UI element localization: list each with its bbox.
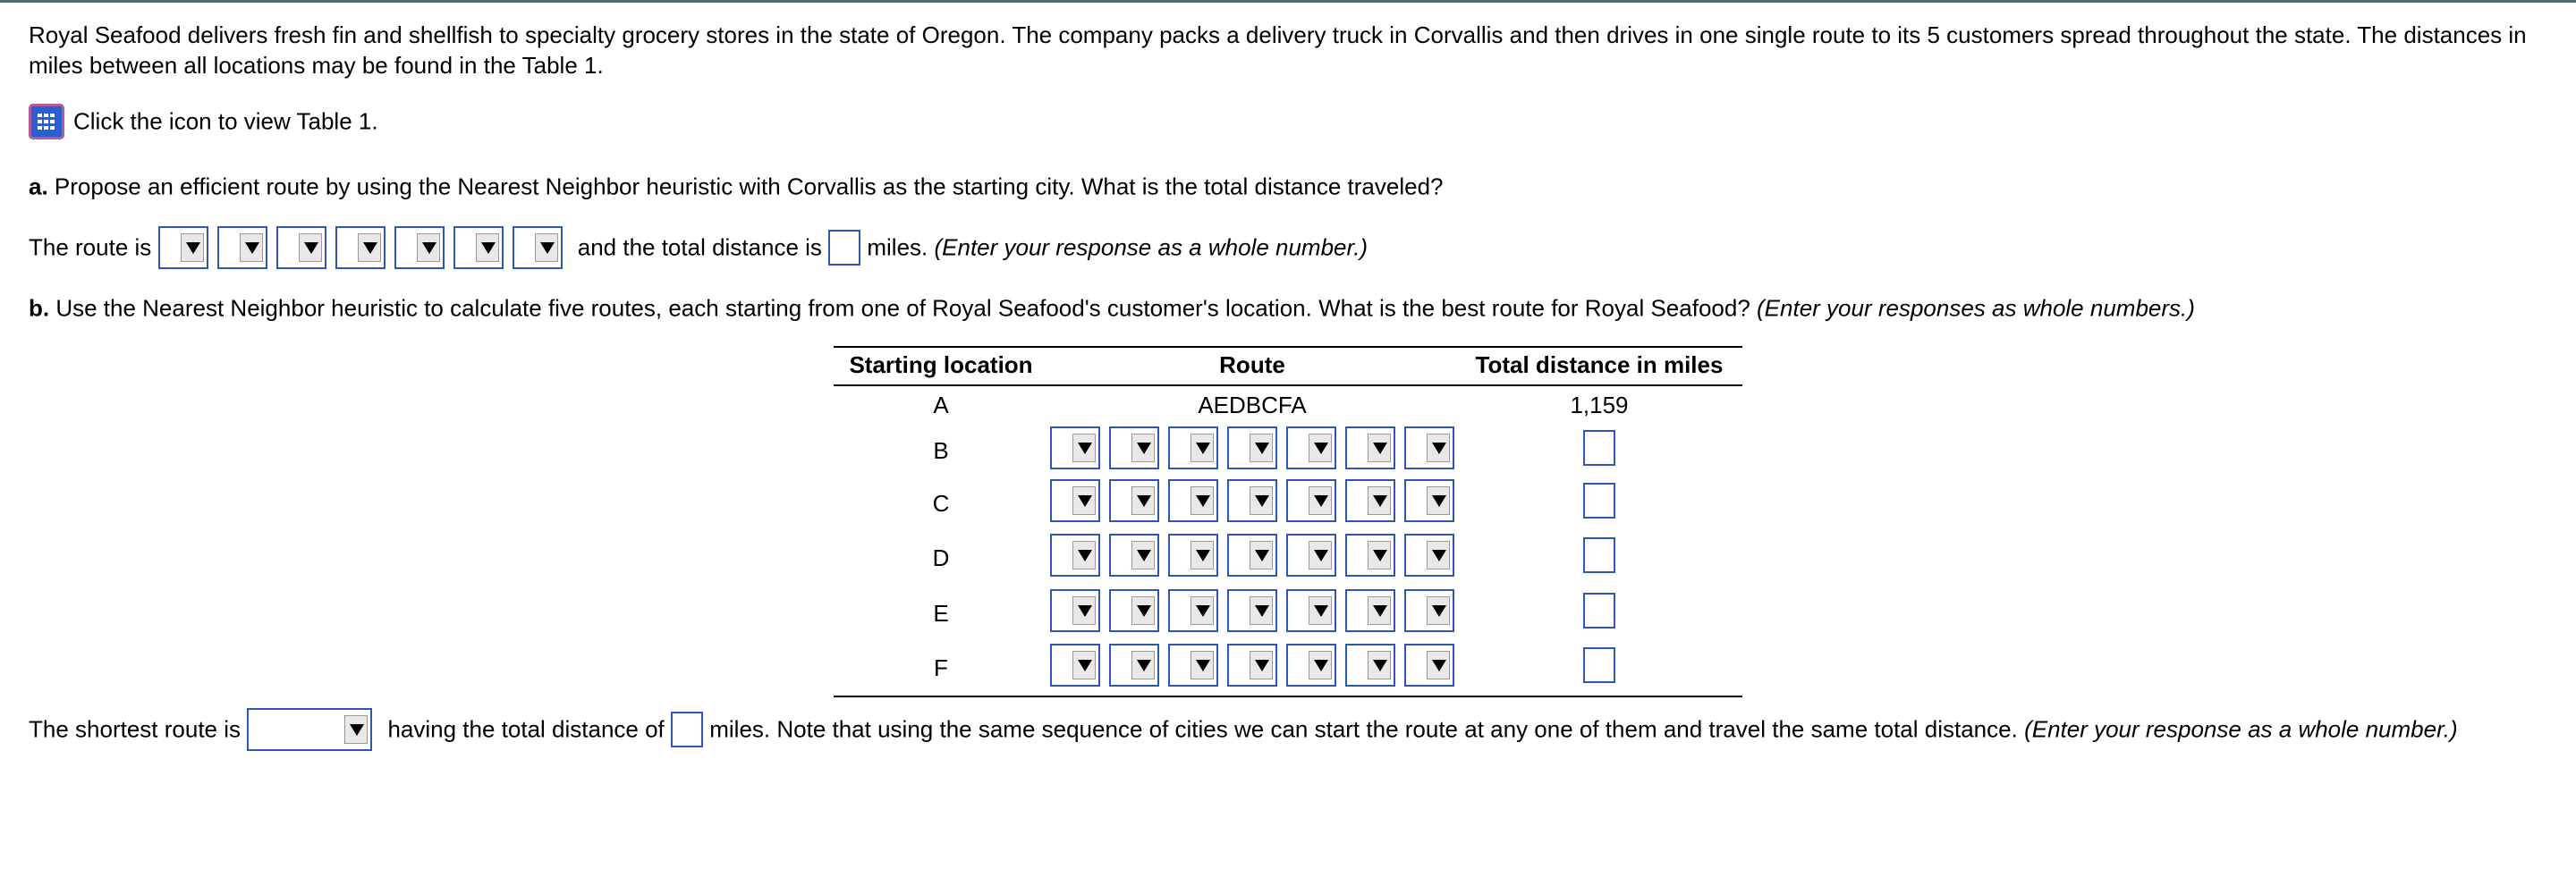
route-a-dropdown-7[interactable] bbox=[513, 226, 563, 269]
dropdown-arrow-icon bbox=[1427, 651, 1450, 679]
dropdown-arrow-icon bbox=[1250, 541, 1273, 569]
row-d-distance-input[interactable] bbox=[1583, 537, 1615, 573]
route-c-dropdown-2[interactable] bbox=[1109, 479, 1159, 522]
dropdown-arrow-icon bbox=[1191, 434, 1214, 462]
route-d-dropdown-4[interactable] bbox=[1227, 534, 1277, 577]
dropdown-arrow-icon bbox=[1368, 541, 1391, 569]
part-b-text: Use the Nearest Neighbor heuristic to calculate five routes, each starting from one of Royal Seafood's customer's location. What is the best route for Royal Seafood? bbox=[49, 294, 1758, 322]
route-d-dropdown-3[interactable] bbox=[1168, 534, 1218, 577]
dropdown-arrow-icon bbox=[1131, 434, 1155, 462]
dropdown-arrow-icon bbox=[1309, 486, 1332, 515]
row-e-distance-cell bbox=[1456, 586, 1742, 641]
dropdown-arrow-icon bbox=[1309, 596, 1332, 625]
route-e-dropdown-5[interactable] bbox=[1286, 589, 1336, 632]
route-a-dropdown-2[interactable] bbox=[217, 226, 267, 269]
route-f-dropdown-6[interactable] bbox=[1345, 644, 1395, 687]
final-hint: (Enter your response as a whole number.) bbox=[2024, 715, 2458, 743]
dropdown-arrow-icon bbox=[1250, 434, 1273, 462]
dropdown-arrow-icon bbox=[1309, 434, 1332, 462]
route-a-dropdown-1[interactable] bbox=[158, 226, 208, 269]
dropdown-arrow-icon bbox=[1427, 434, 1450, 462]
dropdown-arrow-icon bbox=[1072, 486, 1096, 515]
route-b-dropdown-1[interactable] bbox=[1050, 426, 1100, 469]
distance-prefix: and the total distance is bbox=[571, 233, 829, 261]
header-total-distance: Total distance in miles bbox=[1456, 347, 1742, 385]
row-d-route bbox=[1048, 530, 1456, 586]
row-d-distance-cell bbox=[1456, 530, 1742, 586]
dropdown-arrow-icon bbox=[1072, 434, 1096, 462]
route-c-dropdown-5[interactable] bbox=[1286, 479, 1336, 522]
route-c-dropdown-7[interactable] bbox=[1404, 479, 1454, 522]
distance-suffix: miles. bbox=[860, 233, 935, 261]
route-d-dropdown-6[interactable] bbox=[1345, 534, 1395, 577]
route-a-dropdown-5[interactable] bbox=[394, 226, 445, 269]
row-e-distance-input[interactable] bbox=[1583, 593, 1615, 629]
route-f-dropdown-4[interactable] bbox=[1227, 644, 1277, 687]
route-b-dropdown-3[interactable] bbox=[1168, 426, 1218, 469]
row-a-start: A bbox=[933, 392, 949, 418]
row-b-distance-input[interactable] bbox=[1583, 430, 1615, 466]
header-route: Route bbox=[1048, 347, 1456, 385]
dropdown-arrow-icon bbox=[1191, 651, 1214, 679]
dropdown-arrow-icon bbox=[1427, 486, 1450, 515]
route-f-dropdown-1[interactable] bbox=[1050, 644, 1100, 687]
route-f-dropdown-3[interactable] bbox=[1168, 644, 1218, 687]
dropdown-arrow-icon bbox=[1072, 651, 1096, 679]
dropdown-arrow-icon bbox=[1427, 541, 1450, 569]
dropdown-arrow-icon bbox=[240, 233, 263, 262]
dropdown-arrow-icon bbox=[1368, 651, 1391, 679]
final-answer-row bbox=[29, 708, 2458, 751]
dropdown-arrow-icon bbox=[1131, 596, 1155, 625]
table-row bbox=[834, 586, 1742, 641]
route-b-dropdown-6[interactable] bbox=[1345, 426, 1395, 469]
part-a-answer-row bbox=[29, 226, 1368, 269]
row-f-start: F bbox=[834, 641, 1048, 696]
row-c-distance-cell bbox=[1456, 477, 1742, 530]
route-b-dropdown-7[interactable] bbox=[1404, 426, 1454, 469]
part-a-text: Propose an efficient route by using the Nearest Neighbor heuristic with Corvallis as the starting city. What is the total distance traveled? bbox=[47, 173, 1444, 200]
part-a-label: a. bbox=[29, 173, 48, 200]
dropdown-arrow-icon bbox=[1131, 541, 1155, 569]
dropdown-arrow-icon bbox=[1191, 486, 1214, 515]
table-row bbox=[834, 530, 1742, 586]
dropdown-arrow-icon bbox=[417, 233, 440, 262]
row-e-route bbox=[1048, 586, 1456, 641]
row-f-distance-input[interactable] bbox=[1583, 647, 1615, 683]
dropdown-arrow-icon bbox=[1191, 541, 1214, 569]
part-b-question bbox=[29, 293, 2195, 323]
route-b-dropdown-5[interactable] bbox=[1286, 426, 1336, 469]
route-d-dropdown-1[interactable] bbox=[1050, 534, 1100, 577]
table-grid-icon[interactable] bbox=[29, 104, 64, 139]
dropdown-arrow-icon bbox=[1309, 651, 1332, 679]
dropdown-arrow-icon bbox=[1072, 596, 1096, 625]
row-b-distance-cell bbox=[1456, 425, 1742, 477]
route-a-dropdown-3[interactable] bbox=[276, 226, 326, 269]
route-e-dropdown-1[interactable] bbox=[1050, 589, 1100, 632]
route-e-dropdown-3[interactable] bbox=[1168, 589, 1218, 632]
dropdown-arrow-icon bbox=[1072, 541, 1096, 569]
dropdown-arrow-icon bbox=[535, 233, 558, 262]
row-f-route bbox=[1048, 641, 1456, 696]
table-row bbox=[834, 385, 1742, 425]
part-b-label: b. bbox=[29, 294, 50, 322]
route-c-dropdown-6[interactable] bbox=[1345, 479, 1395, 522]
route-e-dropdown-7[interactable] bbox=[1404, 589, 1454, 632]
table-link-row bbox=[29, 104, 378, 139]
dropdown-arrow-icon bbox=[1368, 486, 1391, 515]
route-a-dropdown-6[interactable] bbox=[453, 226, 504, 269]
final-middle: having the total distance of bbox=[381, 715, 672, 743]
row-f-distance-cell bbox=[1456, 641, 1742, 696]
header-starting-location: Starting location bbox=[834, 347, 1048, 385]
row-a-distance: 1,159 bbox=[1570, 392, 1629, 418]
route-c-dropdown-4[interactable] bbox=[1227, 479, 1277, 522]
dropdown-arrow-icon bbox=[1131, 651, 1155, 679]
dropdown-arrow-icon bbox=[1250, 651, 1273, 679]
dropdown-arrow-icon bbox=[299, 233, 322, 262]
route-d-dropdown-7[interactable] bbox=[1404, 534, 1454, 577]
dropdown-arrow-icon bbox=[358, 233, 381, 262]
dropdown-arrow-icon bbox=[1368, 596, 1391, 625]
row-c-start: C bbox=[932, 489, 950, 517]
dropdown-arrow-icon bbox=[1250, 486, 1273, 515]
part-a-distance-input[interactable] bbox=[828, 230, 860, 266]
dropdown-arrow-icon bbox=[1309, 541, 1332, 569]
dropdown-arrow-icon bbox=[1250, 596, 1273, 625]
shortest-route-dropdown[interactable] bbox=[247, 708, 372, 751]
route-e-dropdown-4[interactable] bbox=[1227, 589, 1277, 632]
dropdown-arrow-icon bbox=[476, 233, 499, 262]
route-d-dropdown-2[interactable] bbox=[1109, 534, 1159, 577]
row-b-route bbox=[1048, 425, 1456, 477]
dropdown-arrow-icon bbox=[1368, 434, 1391, 462]
row-e-start: E bbox=[933, 599, 949, 627]
dropdown-arrow-icon bbox=[1427, 596, 1450, 625]
route-b-dropdown-2[interactable] bbox=[1109, 426, 1159, 469]
part-a-hint: (Enter your response as a whole number.) bbox=[934, 233, 1368, 261]
route-e-dropdown-6[interactable] bbox=[1345, 589, 1395, 632]
route-c-dropdown-1[interactable] bbox=[1050, 479, 1100, 522]
part-a-question bbox=[29, 172, 1444, 201]
row-d-start: D bbox=[932, 544, 950, 571]
problem-intro: Royal Seafood delivers fresh fin and shellfish to specialty grocery stores in the state of Oregon. The company packs a delivery truck in Corvallis and then drives in one single route to its 5 customers spread throughout the state. The distances in miles between all locations may be found in the Table 1. bbox=[29, 21, 2527, 79]
dropdown-arrow-icon bbox=[1191, 596, 1214, 625]
table-row bbox=[834, 641, 1742, 696]
route-f-dropdown-7[interactable] bbox=[1404, 644, 1454, 687]
dropdown-arrow-icon bbox=[344, 715, 368, 744]
dropdown-arrow-icon bbox=[1131, 486, 1155, 515]
table-row bbox=[834, 477, 1742, 530]
part-b-hint: (Enter your responses as whole numbers.) bbox=[1757, 294, 2195, 322]
table-header-row bbox=[834, 347, 1742, 385]
route-b-dropdown-4[interactable] bbox=[1227, 426, 1277, 469]
shortest-distance-input[interactable] bbox=[671, 712, 703, 747]
route-prefix: The route is bbox=[29, 233, 158, 261]
table-row bbox=[834, 425, 1742, 477]
routes-table bbox=[834, 346, 1742, 697]
row-a-route: AEDBCFA bbox=[1198, 392, 1307, 418]
row-b-start: B bbox=[933, 436, 949, 464]
route-f-dropdown-2[interactable] bbox=[1109, 644, 1159, 687]
route-d-dropdown-5[interactable] bbox=[1286, 534, 1336, 577]
final-suffix: miles. Note that using the same sequence of cities we can start the route at any one of them and travel the same total distance. bbox=[703, 715, 2025, 743]
row-c-route bbox=[1048, 477, 1456, 530]
top-border bbox=[0, 0, 2576, 3]
table-link-text: Click the icon to view Table 1. bbox=[73, 107, 378, 135]
route-f-dropdown-5[interactable] bbox=[1286, 644, 1336, 687]
route-e-dropdown-2[interactable] bbox=[1109, 589, 1159, 632]
dropdown-arrow-icon bbox=[181, 233, 204, 262]
route-a-dropdown-4[interactable] bbox=[335, 226, 386, 269]
final-prefix: The shortest route is bbox=[29, 715, 248, 743]
route-c-dropdown-3[interactable] bbox=[1168, 479, 1218, 522]
row-c-distance-input[interactable] bbox=[1583, 483, 1615, 519]
